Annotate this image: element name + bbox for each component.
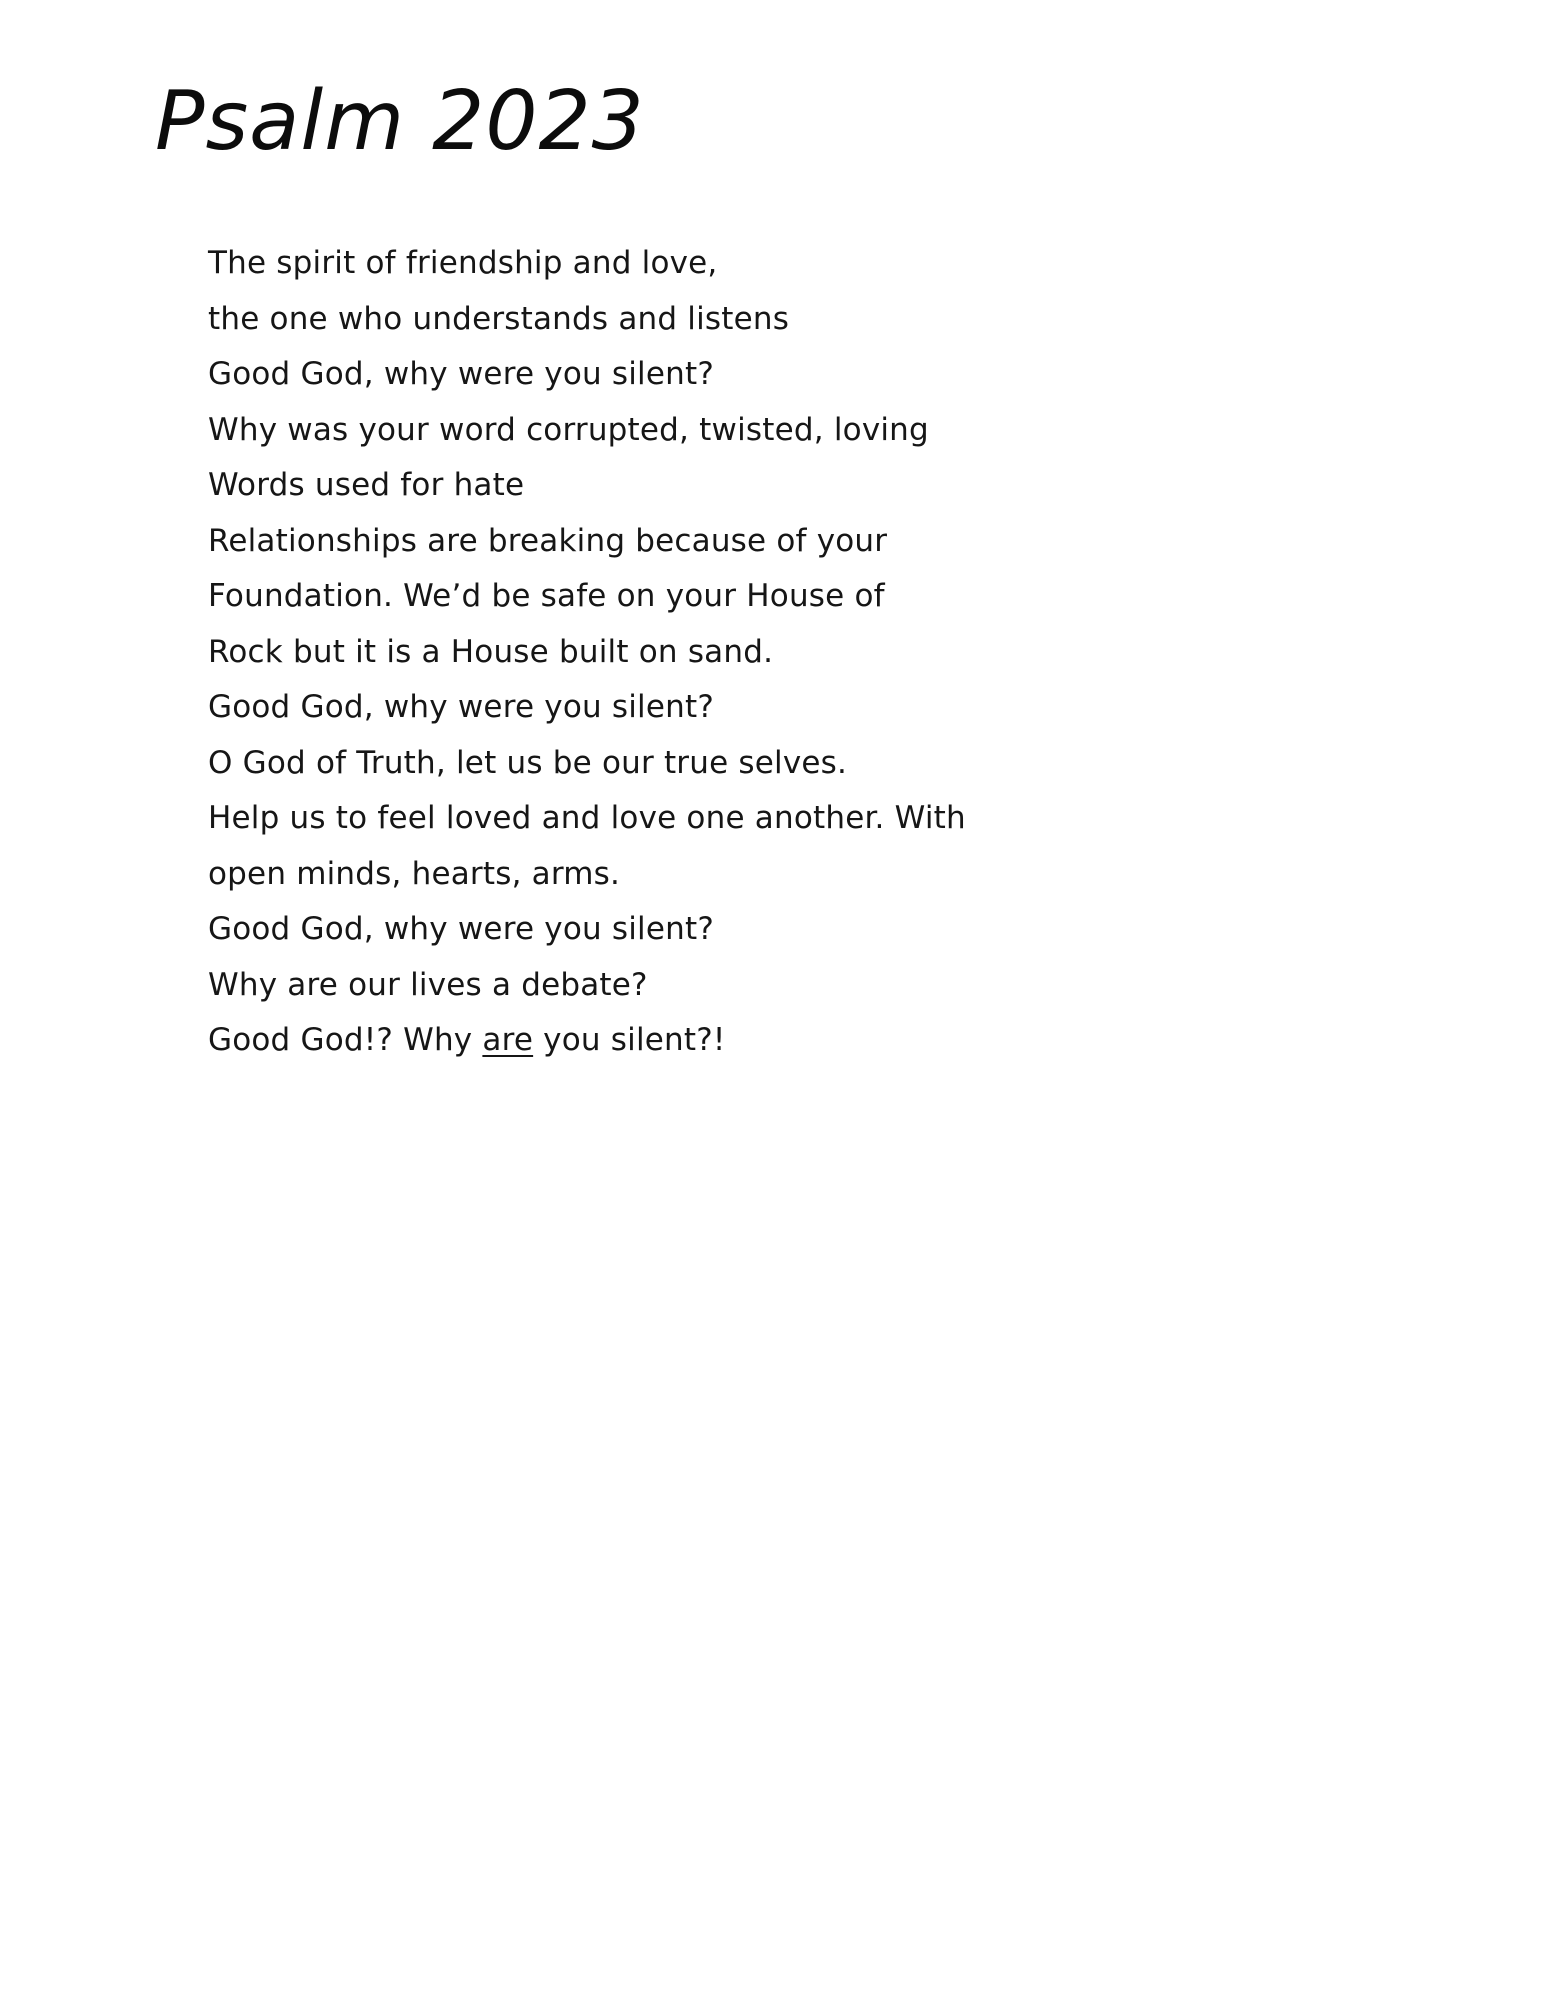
poem-line-2: the one who understands and listens: [208, 300, 790, 337]
poem-line-13: Good God, why were you silent?: [208, 911, 714, 947]
final-line-end: you silent?!: [533, 1022, 726, 1058]
poem-line-6: Relationships are breaking because of your: [208, 522, 888, 559]
poem-title: Psalm 2023: [155, 74, 645, 169]
final-line-underlined-word: are: [482, 1022, 534, 1058]
poem-line-7: Foundation. We’d be safe on your House of: [208, 578, 885, 614]
poem-body: [208, 236, 1308, 1069]
poem-line-12: open minds, hearts, arms.: [208, 855, 621, 892]
poem-line-1: The spirit of friendship and love,: [208, 245, 718, 281]
poem-line-5: Words used for hate: [208, 467, 525, 503]
poem-line-9: Good God, why were you silent?: [208, 689, 714, 725]
poem-line-4: Why was your word corrupted, twisted, loving: [208, 411, 929, 448]
final-line-start: Good God!? Why: [208, 1022, 483, 1058]
poem-line-15: [208, 1013, 1308, 1069]
poem-line-8: Rock but it is a House built on sand.: [208, 633, 774, 670]
poem-line-3: Good God, why were you silent?: [208, 356, 714, 392]
poem-line-11: Help us to feel loved and love one another. With: [208, 800, 966, 836]
poem-line-10: O God of Truth, let us be our true selves.: [208, 744, 848, 781]
poem-line-14: Why are our lives a debate?: [208, 966, 648, 1003]
